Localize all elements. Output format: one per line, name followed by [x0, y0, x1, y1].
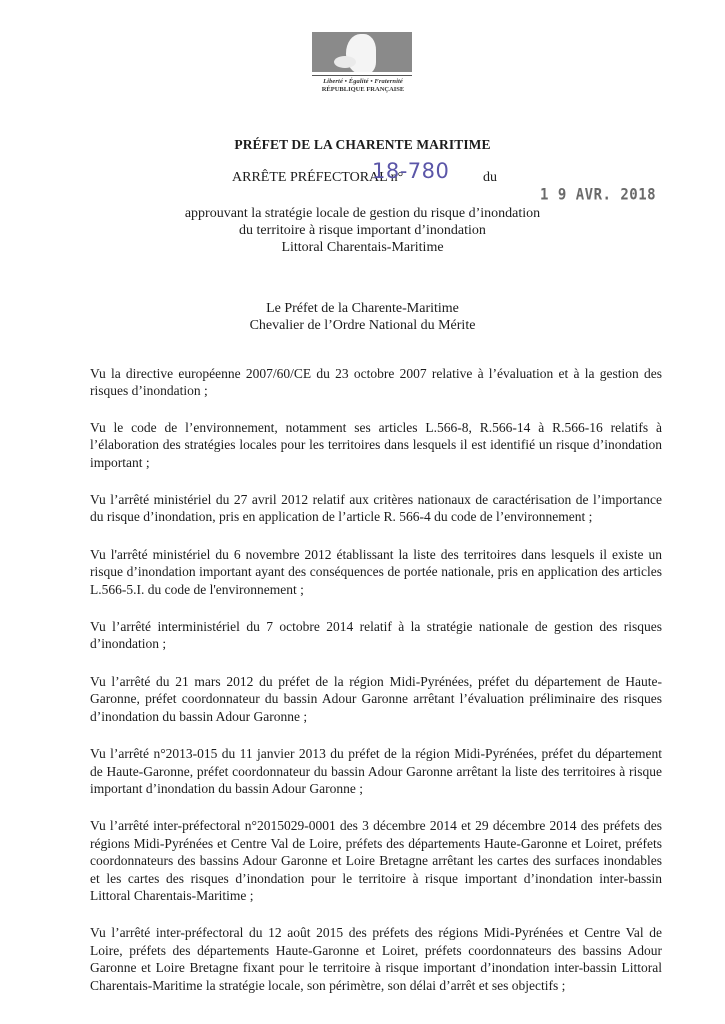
- visa-paragraph: Vu le code de l’environnement, notamment ses articles L.566-8, R.566-14 à R.566-16 relatifs à l’élaboration des stratégies locales pour les territoires dans lesquels il est identifié un risque d’inondation important ;: [90, 419, 662, 470]
- arrete-label: ARRÊTE PRÉFECTORAL n°: [232, 170, 404, 185]
- visas-list: [90, 365, 662, 994]
- logo-divider: [312, 75, 412, 76]
- date-stamp: 1 9 AVR. 2018: [540, 185, 657, 205]
- prefect-honor: Chevalier de l’Ordre National du Mérite: [249, 318, 476, 333]
- subtitle-line: approuvant la stratégie locale de gestion du risque d’inondation: [184, 206, 541, 221]
- subtitle-line: du territoire à risque important d’inondation: [239, 223, 486, 238]
- visa-paragraph: Vu la directive européenne 2007/60/CE du 23 octobre 2007 relative à l’évaluation et à la gestion des risques d’inondation ;: [90, 366, 662, 399]
- prefect-intro: [0, 300, 725, 334]
- republique-francaise-logo: [312, 32, 414, 93]
- visa-paragraph: Vu l'arrêté ministériel du 6 novembre 2012 établissant la liste des territoires dans lesquels il existe un risque d’inondation important ayant des conséquences de portée nationale, pris en application des articles L.566-5.I. du code de l'environnement ;: [90, 546, 662, 597]
- arrete-number-handwritten: 18-780: [372, 159, 450, 183]
- visa-paragraph: Vu l’arrêté inter-préfectoral du 12 août 2015 des préfets des régions Midi-Pyrénées et Centre Val de Loire, préfets des départements Haute-Garonne et Loiret, préfets coordonnateurs des bassins Adour Garonne et Loire Bretagne fixant pour le territoire à risque important d’inondation inter-bassin Littoral Charentais-Maritime la stratégie locale, son périmètre, son délai d’arrêt et ses objectifs ;: [90, 925, 662, 993]
- marianne-logo-icon: [312, 32, 412, 72]
- subtitle-line: Littoral Charentais-Maritime: [281, 240, 444, 255]
- arrete-subtitle: [0, 205, 725, 256]
- visa-paragraph: Vu l’arrêté interministériel du 7 octobre 2014 relatif à la stratégie nationale de gestion des risques d’inondation ;: [90, 619, 662, 652]
- visa-paragraph: Vu l’arrêté du 21 mars 2012 du préfet de la région Midi-Pyrénées, préfet du département de Haute-Garonne, préfet coordonnateur du bassin Adour Garonne arrêtant l’évaluation préliminaire des risques d’inondation du bassin Adour Garonne ;: [90, 673, 662, 724]
- logo-motto: Liberté • Égalité • Fraternité: [323, 78, 403, 85]
- logo-republic-label: RÉPUBLIQUE FRANÇAISE: [321, 86, 405, 93]
- arrete-du: du: [483, 170, 497, 185]
- visa-paragraph: Vu l’arrêté ministériel du 27 avril 2012 relatif aux critères nationaux de caractérisation de l’importance du risque d’inondation, pris en application de l’article R. 566-4 du code de l’environnement ;: [90, 492, 662, 525]
- prefet-title: PRÉFET DE LA CHARENTE MARITIME: [234, 137, 491, 152]
- visa-paragraph: Vu l’arrêté inter-préfectoral n°2015029-0001 des 3 décembre 2014 et 29 décembre 2014 des préfets des régions Midi-Pyrénées et Centre Val de Loire, préfets des départements Haute-Garonne et Loiret, préfets coordonnateurs des bassins Adour Garonne et Loire Bretagne arrêtant les cartes des surfaces inondables et les cartes des risques d’inondation pour le territoire à risque important d’inondation inter-bassin Littoral Charentais-Maritime ;: [90, 818, 662, 903]
- visa-paragraph: Vu l’arrêté n°2013-015 du 11 janvier 2013 du préfet de la région Midi-Pyrénées, préfet du département de Haute-Garonne, préfet coordonnateur du bassin Adour Garonne arrêtant la liste des territoires à risque important d’inondation du bassin Adour Garonne ;: [90, 746, 662, 796]
- prefect-name: Le Préfet de la Charente-Maritime: [266, 301, 459, 316]
